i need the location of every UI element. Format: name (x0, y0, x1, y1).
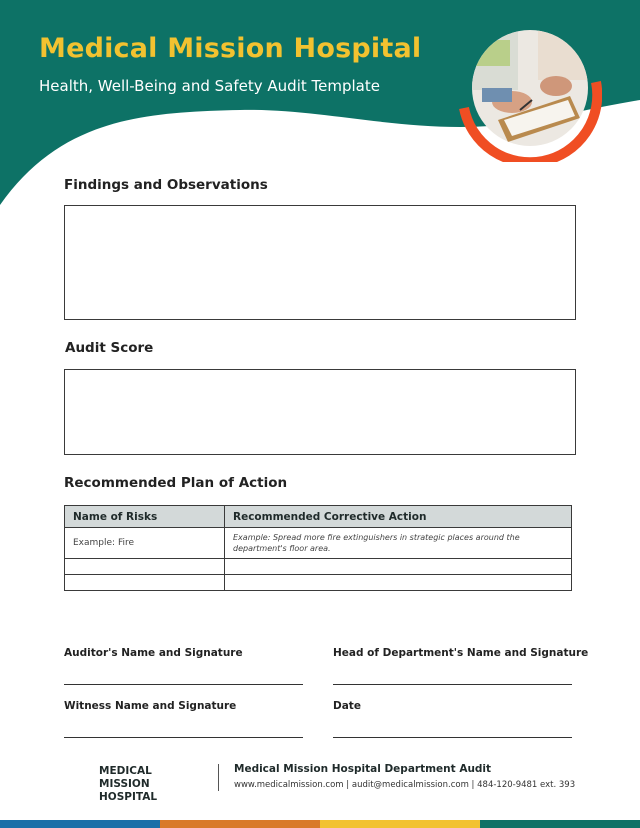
table-row (65, 528, 572, 559)
bar-segment-orange (160, 820, 320, 828)
footer-contact: www.medicalmission.com | audit@medicalmission.com | 484-120-9481 ext. 393 (234, 780, 576, 790)
bottom-color-bar (0, 820, 640, 828)
table-header-row (65, 506, 572, 528)
table-cell[interactable] (225, 559, 572, 575)
bar-segment-yellow (320, 820, 480, 828)
witness-signature-label: Witness Name and Signature (64, 700, 237, 712)
column-header-action: Recommended Corrective Action (225, 506, 572, 528)
footer-title: Medical Mission Hospital Department Audit (234, 763, 492, 775)
head-signature-line[interactable] (333, 684, 572, 685)
table-cell[interactable]: Example: Fire (65, 528, 225, 559)
table-cell[interactable]: Example: Spread more fire extinguishers in strategic places around the department's floor area. (225, 528, 572, 559)
plan-table (64, 505, 572, 591)
witness-signature-line[interactable] (64, 737, 303, 738)
table-row (65, 559, 572, 575)
bar-segment-blue (0, 820, 160, 828)
header-photo (458, 30, 602, 162)
table-cell[interactable] (65, 559, 225, 575)
findings-box[interactable] (64, 205, 576, 320)
footer-logo: MEDICAL MISSION HOSPITAL (99, 765, 158, 803)
audit-score-box[interactable] (64, 369, 576, 455)
footer-divider (218, 764, 219, 791)
table-cell[interactable] (225, 575, 572, 591)
date-line[interactable] (333, 737, 572, 738)
plan-title: Recommended Plan of Action (64, 475, 288, 491)
table-row (65, 575, 572, 591)
bar-segment-green (480, 820, 640, 828)
page-subtitle: Health, Well-Being and Safety Audit Template (39, 77, 380, 95)
audit-score-title: Audit Score (65, 340, 154, 356)
page-title: Medical Mission Hospital (39, 33, 422, 64)
date-label: Date (333, 700, 361, 712)
auditor-signature-line[interactable] (64, 684, 303, 685)
column-header-risks: Name of Risks (65, 506, 225, 528)
findings-title: Findings and Observations (64, 177, 268, 193)
auditor-signature-label: Auditor's Name and Signature (64, 647, 243, 659)
head-signature-label: Head of Department's Name and Signature (333, 647, 589, 659)
table-cell[interactable] (65, 575, 225, 591)
